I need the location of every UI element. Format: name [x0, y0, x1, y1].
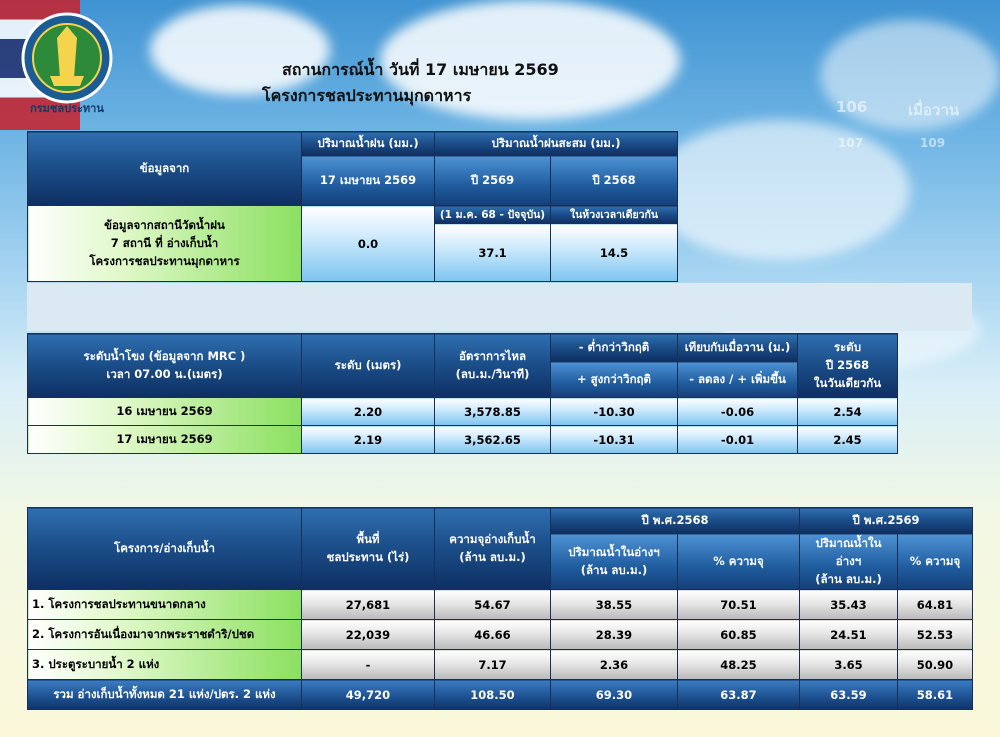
mekong-crit: -10.31	[551, 426, 678, 454]
mekong-flow-line: (ลบ.ม./วินาที)	[455, 366, 530, 381]
res-total-area: 49,720	[302, 680, 435, 710]
res-cap-line: (ล้าน ลบ.ม.)	[459, 549, 526, 564]
res-area: 27,681	[302, 590, 435, 620]
res-pct69: 50.90	[898, 650, 973, 680]
res-pct68: 48.25	[678, 650, 800, 680]
rain-station-label	[28, 206, 302, 282]
res-cap: 7.17	[435, 650, 551, 680]
res-vol-line: ปริมาณน้ำในอ่างฯ	[568, 544, 660, 559]
table-row	[28, 590, 973, 620]
res-vol-2568-header	[551, 534, 678, 590]
res-pct69: 64.81	[898, 590, 973, 620]
table-row	[28, 620, 973, 650]
res-cap: 46.66	[435, 620, 551, 650]
mekong-flow-header	[435, 334, 551, 398]
mekong-label-line: ระดับน้ำโขง (ข้อมูลจาก MRC )	[83, 348, 246, 363]
rain-accum-2569: 37.1	[435, 224, 551, 282]
res-total-cap: 108.50	[435, 680, 551, 710]
res-cap-line: ความจุอ่างเก็บน้ำ	[449, 531, 536, 546]
res-capacity-header	[435, 508, 551, 590]
page-title-project: โครงการชลประทานมุกดาหาร	[262, 86, 472, 105]
rain-accum-2568: 14.5	[551, 224, 678, 282]
res-vol-line: (ล้าน ลบ.ม.)	[580, 562, 648, 577]
rain-station-line: โครงการชลประทานมุกดาหาร	[89, 253, 240, 268]
mekong-last-line: ปี 2568	[825, 357, 870, 372]
res-year-2569-header: ปี พ.ศ.2569	[800, 508, 973, 534]
res-name: 3. ประตูระบายน้ำ 2 แห่ง	[28, 650, 302, 680]
res-cap: 54.67	[435, 590, 551, 620]
mekong-last: 2.45	[798, 426, 898, 454]
mekong-label-line: เวลา 07.00 น.(เมตร)	[106, 366, 223, 381]
res-vol68: 38.55	[551, 590, 678, 620]
mekong-cmp: -0.01	[678, 426, 798, 454]
mekong-crit-header-bottom: + สูงกว่าวิกฤติ	[551, 362, 678, 398]
ghost-text: 107	[838, 136, 864, 150]
reservoir-table	[27, 507, 973, 710]
mekong-crit: -10.30	[551, 398, 678, 426]
rain-year-2568-header: ปี 2568	[551, 156, 678, 206]
rain-sub-header: (1 ม.ค. 68 - ปัจจุบัน)	[435, 206, 551, 224]
mekong-last-line: ในวันเดียวกัน	[813, 375, 882, 390]
res-pct69: 52.53	[898, 620, 973, 650]
res-vol69: 35.43	[800, 590, 898, 620]
rain-source-header: ข้อมูลจาก	[28, 132, 302, 206]
mekong-label-header	[28, 334, 302, 398]
res-area: 22,039	[302, 620, 435, 650]
res-area: -	[302, 650, 435, 680]
res-vol-line: ปริมาณน้ำใน	[815, 535, 882, 550]
res-vol69: 24.51	[800, 620, 898, 650]
mekong-last-line: ระดับ	[833, 339, 862, 354]
res-total-vol69: 63.59	[800, 680, 898, 710]
res-pct68: 60.85	[678, 620, 800, 650]
res-area-line: พื้นที่	[356, 531, 380, 546]
res-total-pct68: 63.87	[678, 680, 800, 710]
mekong-date: 17 เมษายน 2569	[28, 426, 302, 454]
rain-accum-header: ปริมาณน้ำฝนสะสม (มม.)	[435, 132, 678, 156]
rain-value: 0.0	[302, 206, 435, 282]
mekong-flow: 3,578.85	[435, 398, 551, 426]
logo-text: กรมชลประทาน	[30, 102, 104, 115]
divider-band	[27, 283, 972, 331]
res-project-header: โครงการ/อ่างเก็บน้ำ	[28, 508, 302, 590]
res-year-2568-header: ปี พ.ศ.2568	[551, 508, 800, 534]
rid-logo	[12, 8, 122, 118]
res-vol-line: อ่างฯ	[835, 553, 862, 568]
res-pct-2569-header: % ความจุ	[898, 534, 973, 590]
ghost-text: เมื่อวาน	[908, 101, 960, 119]
rainfall-table	[27, 131, 678, 282]
mekong-crit-header-top: - ต่ำกว่าวิกฤติ	[551, 334, 678, 362]
res-vol68: 2.36	[551, 650, 678, 680]
res-vol69: 3.65	[800, 650, 898, 680]
res-pct-2568-header: % ความจุ	[678, 534, 800, 590]
rain-date-header: 17 เมษายน 2569	[302, 156, 435, 206]
mekong-level: 2.20	[302, 398, 435, 426]
rain-year-2569-header: ปี 2569	[435, 156, 551, 206]
page-title-date: สถานการณ์น้ำ วันที่ 17 เมษายน 2569	[282, 60, 559, 79]
mekong-last-year-header	[798, 334, 898, 398]
mekong-flow-line: อัตราการไหล	[458, 348, 527, 363]
mekong-cmp: -0.06	[678, 398, 798, 426]
mekong-level-table	[27, 333, 898, 454]
mekong-level: 2.19	[302, 426, 435, 454]
ghost-text: 106	[836, 98, 868, 116]
mekong-cmp-header-top: เทียบกับเมื่อวาน (ม.)	[678, 334, 798, 362]
res-vol-line: (ล้าน ลบ.ม.)	[815, 571, 882, 586]
mekong-date: 16 เมษายน 2569	[28, 398, 302, 426]
mekong-cmp-header-bottom: - ลดลง / + เพิ่มขึ้น	[678, 362, 798, 398]
rain-amount-header: ปริมาณน้ำฝน (มม.)	[302, 132, 435, 156]
res-name: 1. โครงการชลประทานขนาดกลาง	[28, 590, 302, 620]
res-area-line: ชลประทาน (ไร่)	[326, 549, 410, 564]
res-total-vol68: 69.30	[551, 680, 678, 710]
res-name: 2. โครงการอันเนื่องมาจากพระราชดำริ/ปชด	[28, 620, 302, 650]
res-vol-2569-header	[800, 534, 898, 590]
cloud-decoration	[650, 120, 910, 260]
rain-station-line: ข้อมูลจากสถานีวัดน้ำฝน	[104, 217, 225, 232]
rain-station-line: 7 สถานี ที่ อ่างเก็บน้ำ	[110, 235, 219, 250]
res-total-pct69: 58.61	[898, 680, 973, 710]
mekong-last: 2.54	[798, 398, 898, 426]
ghost-text: 109	[920, 136, 946, 150]
mekong-flow: 3,562.65	[435, 426, 551, 454]
rain-sub-header: ในห้วงเวลาเดียวกัน	[551, 206, 678, 224]
res-total-name: รวม อ่างเก็บน้ำทั้งหมด 21 แห่ง/ปตร. 2 แห่ง	[28, 680, 302, 710]
table-row	[28, 398, 898, 426]
table-total-row	[28, 680, 973, 710]
table-row	[28, 426, 898, 454]
res-area-header	[302, 508, 435, 590]
res-pct68: 70.51	[678, 590, 800, 620]
mekong-level-header: ระดับ (เมตร)	[302, 334, 435, 398]
table-row	[28, 650, 973, 680]
res-vol68: 28.39	[551, 620, 678, 650]
